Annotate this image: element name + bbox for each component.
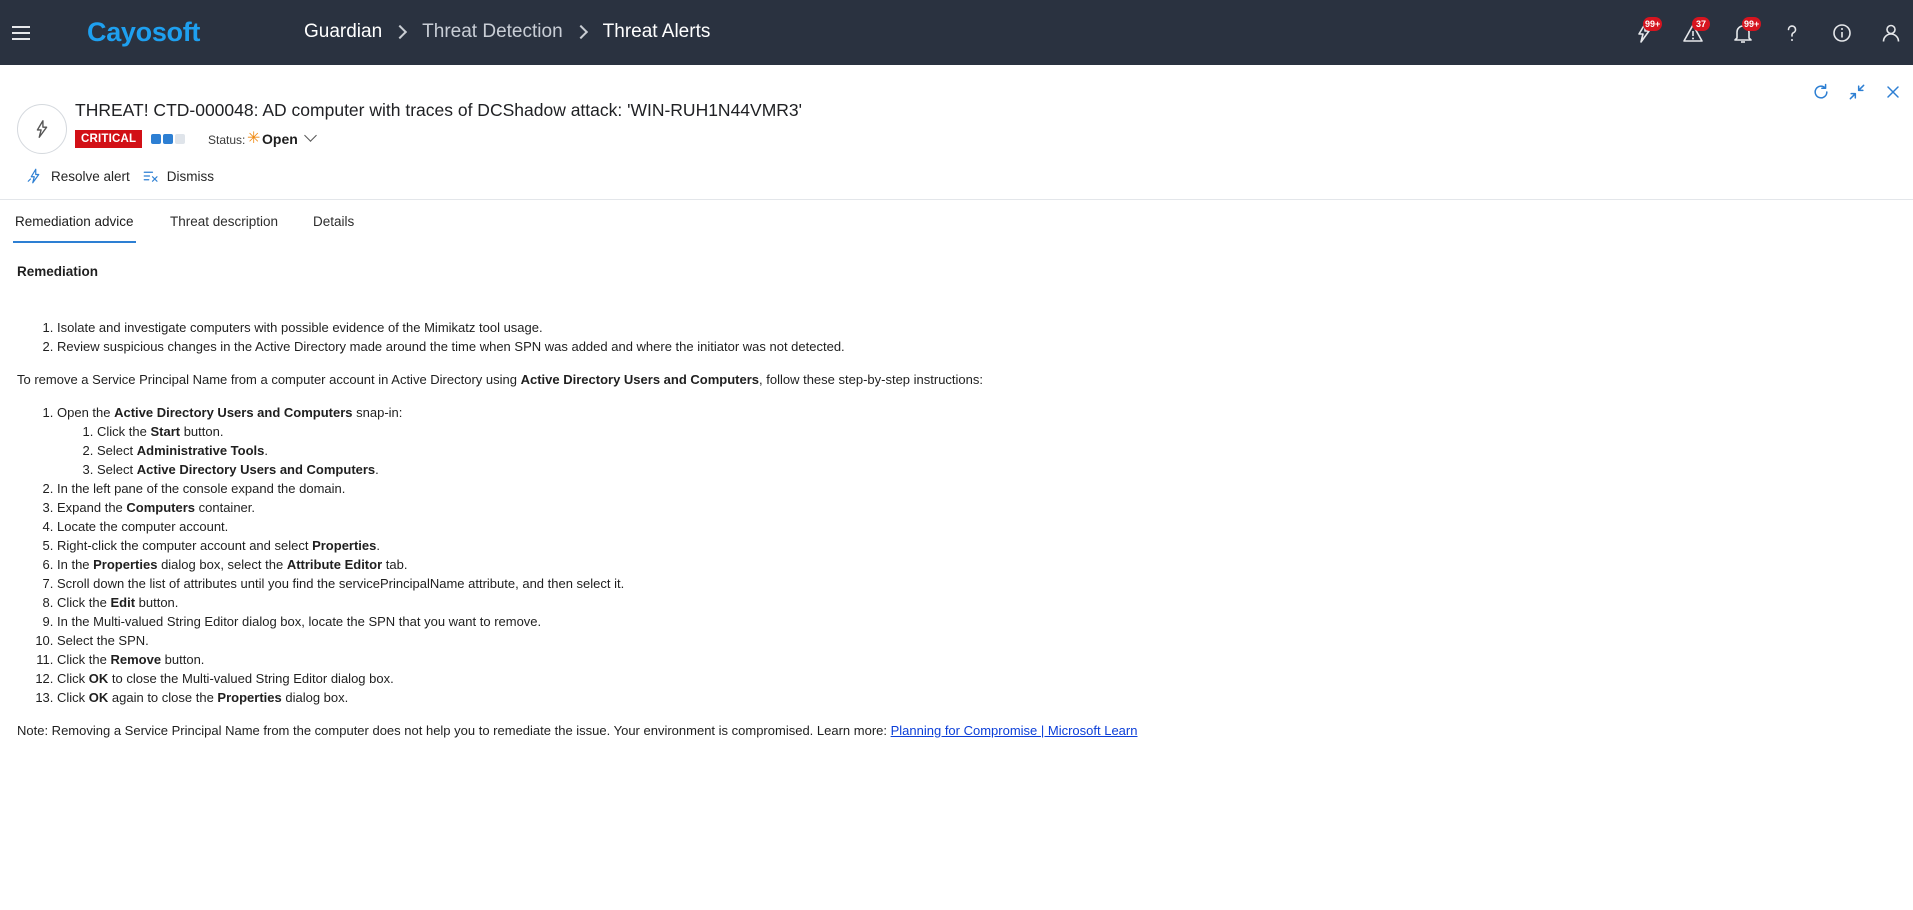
breadcrumb-threat-detection[interactable]: Threat Detection	[422, 21, 563, 42]
step-text: .	[376, 538, 381, 553]
user-icon[interactable]	[1879, 21, 1903, 45]
step-text: dialog box.	[281, 690, 349, 705]
instruction-steps	[57, 403, 1897, 707]
step-text: Click	[57, 690, 89, 705]
step-text: Locate the computer account.	[57, 519, 229, 534]
intro-text-end: , follow these step-by-step instructions:	[759, 372, 984, 387]
bold-text: Start	[150, 424, 181, 439]
step-text: dialog box, select the	[157, 557, 287, 572]
alert-tabs	[0, 201, 1913, 243]
status-label: Status:	[208, 133, 246, 147]
bold-text: OK	[88, 690, 109, 705]
step-text: to close the Multi-valued String Editor dialog box.	[108, 671, 394, 686]
list-item	[57, 593, 1897, 612]
resolve-alert-label: Resolve alert	[51, 168, 130, 184]
step-text: .	[375, 462, 379, 477]
step-text: Open the	[57, 405, 115, 420]
alert-toolbar	[26, 167, 226, 185]
remediation-content	[17, 262, 1897, 754]
step-text: In the Multi-valued String Editor dialog box, locate the SPN that you want to remove.	[57, 614, 542, 629]
resolve-icon	[26, 167, 44, 185]
chevron-right-icon	[393, 25, 407, 39]
remediation-note	[17, 721, 1897, 740]
step-text: Click the	[57, 595, 111, 610]
step-text: Select	[97, 443, 137, 458]
threat-avatar	[17, 104, 67, 154]
step-text: button.	[161, 652, 205, 667]
list-item	[57, 688, 1897, 707]
step-text: Expand the	[57, 500, 127, 515]
bold-text: Properties	[93, 557, 158, 572]
status-open-icon: ✳	[247, 130, 261, 147]
list-item	[97, 460, 1897, 479]
help-icon[interactable]	[1780, 21, 1804, 45]
list-item	[57, 498, 1897, 517]
threats-badge: 99+	[1645, 19, 1661, 29]
severity-bar	[151, 134, 161, 144]
step-text: Click	[57, 671, 89, 686]
bell-icon[interactable]	[1731, 19, 1760, 45]
bold-text: Active Directory Users and Computers	[114, 405, 353, 420]
step-text: again to close the	[108, 690, 218, 705]
list-item	[57, 479, 1897, 498]
list-item	[97, 441, 1897, 460]
bold-text: Administrative Tools	[136, 443, 265, 458]
status-value[interactable]: Open	[262, 131, 298, 147]
app-logo[interactable]: Cayosoft	[87, 17, 201, 47]
severity-bar	[175, 134, 185, 144]
tab-details[interactable]: Details	[313, 214, 355, 229]
step-text: Select	[97, 462, 137, 477]
breadcrumb-guardian[interactable]: Guardian	[304, 21, 383, 42]
step-text: button.	[180, 424, 224, 439]
bold-text: OK	[88, 671, 109, 686]
list-item	[57, 612, 1897, 631]
refresh-icon[interactable]	[1811, 82, 1831, 102]
warning-icon[interactable]	[1681, 21, 1705, 45]
dismiss-label: Dismiss	[166, 168, 215, 184]
step-text: tab.	[382, 557, 408, 572]
list-item	[57, 631, 1897, 650]
tab-threat-description[interactable]: Threat description	[170, 214, 279, 229]
list-item	[57, 517, 1897, 536]
resolve-alert-button[interactable]	[26, 167, 130, 185]
breadcrumb	[304, 21, 710, 43]
tab-remediation-advice[interactable]: Remediation advice	[15, 201, 134, 243]
list-item	[97, 422, 1897, 441]
note-text: Note: Removing a Service Principal Name from the computer does not help you to remediate the issue. Your environment is compromised. Learn more:	[17, 723, 891, 738]
list-item	[57, 536, 1897, 555]
severity-level-indicator	[151, 134, 185, 144]
list-item	[57, 555, 1897, 574]
step-text: In the	[57, 557, 94, 572]
menu-icon[interactable]	[12, 24, 31, 40]
instructions-intro	[17, 370, 1897, 389]
remediation-heading: Remediation	[17, 264, 99, 279]
planning-for-compromise-link[interactable]: Planning for Compromise | Microsoft Learn	[890, 723, 1138, 738]
dismiss-icon	[142, 167, 160, 185]
list-item	[57, 403, 1897, 479]
info-icon[interactable]	[1830, 21, 1854, 45]
alert-title: THREAT! CTD-000048: AD computer with traces of DCShadow attack: 'WIN-RUH1N44VMR3'	[75, 100, 803, 120]
lightning-icon	[31, 118, 53, 140]
bold-text: Remove	[110, 652, 162, 667]
breadcrumb-threat-alerts[interactable]: Threat Alerts	[602, 21, 711, 42]
bold-text: Attribute Editor	[286, 557, 383, 572]
step-text: container.	[195, 500, 256, 515]
step-text: In the left pane of the console expand the domain.	[57, 481, 346, 496]
intro-bold: Active Directory Users and Computers	[520, 372, 760, 387]
dismiss-button[interactable]	[142, 167, 214, 185]
notifications-badge: 99+	[1744, 19, 1760, 29]
list-item	[57, 574, 1897, 593]
bold-text: Edit	[110, 595, 136, 610]
severity-badge: CRITICAL	[75, 130, 142, 148]
sub-steps	[97, 422, 1897, 479]
step-text: button.	[135, 595, 179, 610]
step-text: Click the	[97, 424, 151, 439]
intro-text: To remove a Service Principal Name from a computer account in Active Directory using	[17, 372, 521, 387]
step-text: snap-in:	[352, 405, 403, 420]
bold-text: Active Directory Users and Computers	[136, 462, 376, 477]
warnings-badge: 37	[1692, 17, 1710, 31]
threats-icon[interactable]	[1632, 19, 1661, 45]
step-text: Click the	[57, 652, 111, 667]
chevron-right-icon	[574, 25, 588, 39]
list-item: 1. Isolate and investigate computers with possible evidence of the Mimikatz tool usage.	[57, 318, 1897, 337]
close-icon[interactable]	[1883, 82, 1903, 102]
step-text: Select the SPN.	[57, 633, 149, 648]
bold-text: Properties	[217, 690, 282, 705]
list-item	[57, 669, 1897, 688]
collapse-icon[interactable]	[1847, 82, 1867, 102]
top-navigation-bar	[0, 0, 1913, 65]
step-text: .	[264, 443, 268, 458]
bold-text: Properties	[312, 538, 377, 553]
remediation-steps	[57, 318, 1897, 356]
list-item	[57, 650, 1897, 669]
step-text: Right-click the computer account and select	[57, 538, 313, 553]
bold-text: Computers	[126, 500, 196, 515]
severity-bar	[163, 134, 173, 144]
step-text: Scroll down the list of attributes until you find the servicePrincipalName attribute, and then select it.	[57, 576, 625, 591]
list-item: 2. Review suspicious changes in the Active Directory made around the time when SPN was added and where the initiator was not detected.	[57, 337, 1897, 356]
